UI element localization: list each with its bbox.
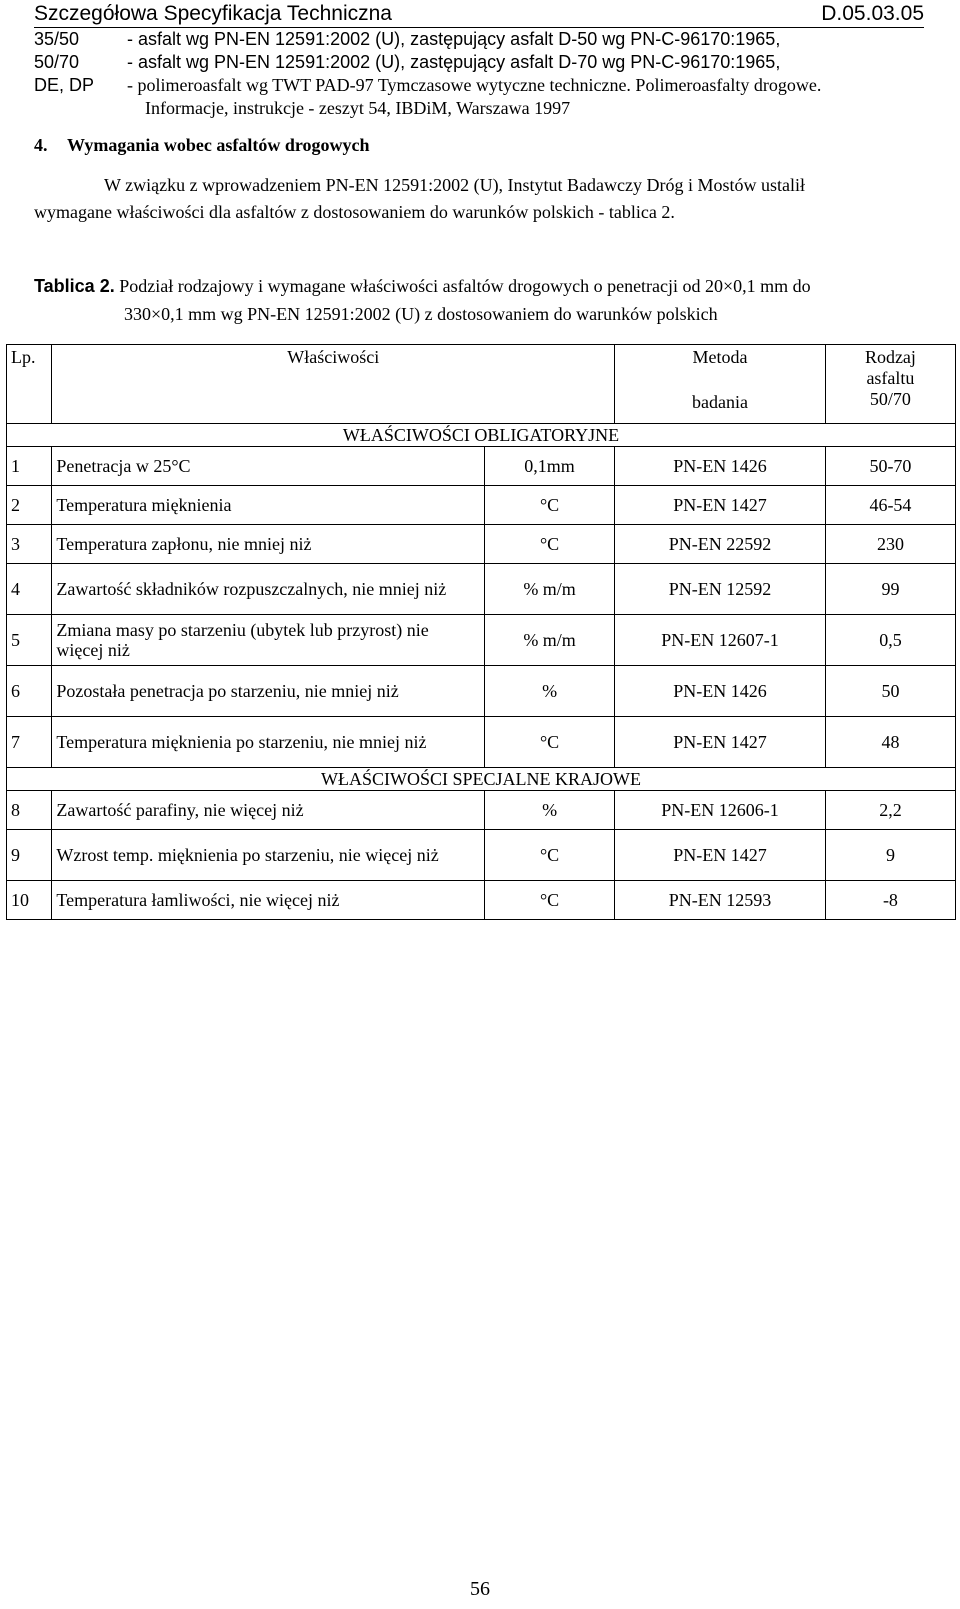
cell-lp: 1 <box>7 447 52 486</box>
cell-unit: °C <box>485 486 615 525</box>
cell-value: 0,5 <box>825 615 955 666</box>
cell-unit: °C <box>485 881 615 920</box>
cell-lp: 8 <box>7 791 52 830</box>
cell-value: 9 <box>825 830 955 881</box>
cell-property: Temperatura mięknienia po starzeniu, nie mniej niż <box>52 717 485 768</box>
section-heading <box>34 135 370 156</box>
header-lp: Lp. <box>7 345 52 424</box>
cell-unit: % m/m <box>485 564 615 615</box>
cell-value: 48 <box>825 717 955 768</box>
cell-property: Wzrost temp. mięknienia po starzeniu, nie więcej niż <box>52 830 485 881</box>
cell-property: Zawartość parafiny, nie więcej niż <box>52 791 485 830</box>
header-type-top: Rodzaj <box>864 347 916 367</box>
table-row <box>7 791 956 830</box>
cell-property: Pozostała penetracja po starzeniu, nie mniej niż <box>52 666 485 717</box>
caption-line: Podział rodzajowy i wymagane właściwości asfaltów drogowych o penetracji od 20×0,1 mm do <box>119 276 811 296</box>
table-row <box>7 717 956 768</box>
cell-property: Temperatura łamliwości, nie więcej niż <box>52 881 485 920</box>
header-type-mid: asfaltu <box>866 368 915 388</box>
definition-abbr: 35/50 <box>34 29 80 49</box>
cell-unit: % <box>485 791 615 830</box>
cell-property: Temperatura mięknienia <box>52 486 485 525</box>
table-row <box>7 666 956 717</box>
definition-text-continuation: Informacje, instrukcje - zeszyt 54, IBDiM, Warszawa 1997 <box>145 98 571 118</box>
body-paragraph <box>34 172 934 226</box>
table-header-row <box>7 345 956 424</box>
paragraph-line: W związku z wprowadzeniem PN-EN 12591:2002 (U), Instytut Badawczy Dróg i Mostów ustalił <box>104 175 806 195</box>
cell-method: PN-EN 12606-1 <box>615 791 826 830</box>
cell-unit: °C <box>485 830 615 881</box>
cell-lp: 5 <box>7 615 52 666</box>
cell-property: Penetracja w 25°C <box>52 447 485 486</box>
cell-lp: 4 <box>7 564 52 615</box>
definition-continuation <box>34 97 934 120</box>
header-method-top: Metoda <box>692 347 748 367</box>
definition-text: - polimeroasfalt wg TWT PAD-97 Tymczasowe wytyczne techniczne. Polimeroasfalty drogowe. <box>127 75 822 95</box>
table-row <box>7 525 956 564</box>
cell-lp: 2 <box>7 486 52 525</box>
cell-lp: 9 <box>7 830 52 881</box>
definition-item <box>34 51 934 74</box>
cell-unit: °C <box>485 525 615 564</box>
header-method-bottom: badania <box>692 392 748 412</box>
header-property: Właściwości <box>52 345 615 424</box>
cell-property: Zmiana masy po starzeniu (ubytek lub przyrost) nie więcej niż <box>52 615 485 666</box>
cell-value: 46-54 <box>825 486 955 525</box>
cell-method: PN-EN 1426 <box>615 447 826 486</box>
cell-value: 50 <box>825 666 955 717</box>
cell-lp: 6 <box>7 666 52 717</box>
cell-unit: 0,1mm <box>485 447 615 486</box>
table-row <box>7 564 956 615</box>
table-row <box>7 881 956 920</box>
definition-text: - asfalt wg PN-EN 12591:2002 (U), zastępujący asfalt D-50 wg PN-C-96170:1965, <box>127 29 781 49</box>
header-method <box>615 345 826 424</box>
definition-text: - asfalt wg PN-EN 12591:2002 (U), zastępujący asfalt D-70 wg PN-C-96170:1965, <box>127 52 781 72</box>
section-title: Wymagania wobec asfaltów drogowych <box>67 135 370 155</box>
cell-unit: °C <box>485 717 615 768</box>
table-row <box>7 447 956 486</box>
cell-value: 2,2 <box>825 791 955 830</box>
cell-method: PN-EN 12593 <box>615 881 826 920</box>
cell-method: PN-EN 12592 <box>615 564 826 615</box>
definition-abbr: 50/70 <box>34 52 80 72</box>
cell-unit: % m/m <box>485 615 615 666</box>
cell-method: PN-EN 1427 <box>615 830 826 881</box>
cell-value: 230 <box>825 525 955 564</box>
header-type-bottom: 50/70 <box>869 389 911 409</box>
table-row <box>7 615 956 666</box>
definition-item <box>34 74 934 97</box>
cell-value: -8 <box>825 881 955 920</box>
cell-lp: 7 <box>7 717 52 768</box>
document-title: Szczegółowa Specyfikacja Techniczna <box>34 2 392 25</box>
table-label: Tablica 2. <box>34 276 115 296</box>
cell-method: PN-EN 1427 <box>615 486 826 525</box>
page-header <box>34 0 924 28</box>
document-code: D.05.03.05 <box>821 2 924 25</box>
group-row-obligatory <box>7 424 956 447</box>
group-label: WŁAŚCIWOŚCI OBLIGATORYJNE <box>7 424 956 447</box>
cell-method: PN-EN 22592 <box>615 525 826 564</box>
cell-lp: 10 <box>7 881 52 920</box>
cell-method: PN-EN 1427 <box>615 717 826 768</box>
header-type <box>825 345 955 424</box>
cell-method: PN-EN 12607-1 <box>615 615 826 666</box>
table-caption <box>34 272 934 328</box>
definition-abbr: DE, DP <box>34 75 95 95</box>
group-row-special <box>7 768 956 791</box>
cell-unit: % <box>485 666 615 717</box>
definition-item <box>34 28 934 51</box>
cell-value: 50-70 <box>825 447 955 486</box>
table-row <box>7 830 956 881</box>
group-label: WŁAŚCIWOŚCI SPECJALNE KRAJOWE <box>7 768 956 791</box>
cell-lp: 3 <box>7 525 52 564</box>
definitions-list <box>34 28 934 120</box>
cell-value: 99 <box>825 564 955 615</box>
cell-property: Zawartość składników rozpuszczalnych, nie mniej niż <box>52 564 485 615</box>
caption-line: 330×0,1 mm wg PN-EN 12591:2002 (U) z dostosowaniem do warunków polskich <box>124 304 718 324</box>
cell-method: PN-EN 1426 <box>615 666 826 717</box>
section-number: 4. <box>34 135 48 155</box>
cell-property: Temperatura zapłonu, nie mniej niż <box>52 525 485 564</box>
requirements-table <box>6 344 956 920</box>
paragraph-line: wymagane właściwości dla asfaltów z dostosowaniem do warunków polskich - tablica 2. <box>34 202 675 222</box>
table-row <box>7 486 956 525</box>
page-number: 56 <box>470 1578 490 1600</box>
